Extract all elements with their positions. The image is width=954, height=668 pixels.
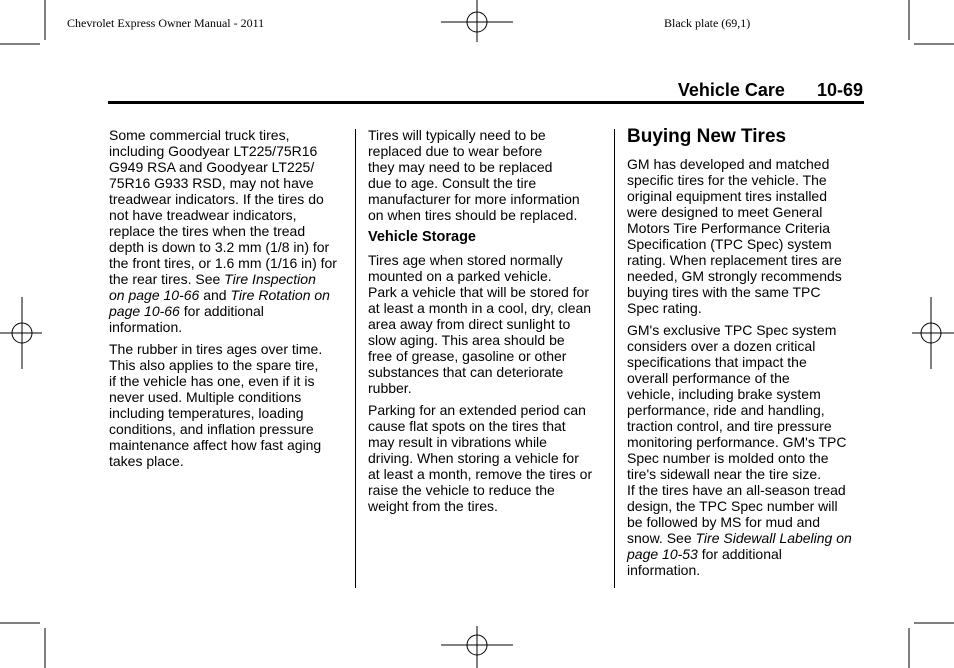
text-line: including Goodyear LT225/75R16: [109, 143, 318, 159]
text-line: GM's exclusive TPC Spec system: [627, 322, 837, 338]
cross-reference-link[interactable]: Tire Sidewall Labeling on: [695, 530, 852, 546]
paragraph: [109, 341, 349, 469]
text-line: buying tires with the same TPC: [627, 284, 821, 300]
text-line: if the vehicle has one, even if it is: [109, 373, 315, 389]
paragraph: [368, 252, 610, 396]
text-line: at least a month in a cool, dry, clean: [368, 300, 592, 316]
paragraph: [368, 402, 610, 514]
text-line: GM has developed and matched: [627, 156, 830, 172]
text-line: at least a month, remove the tires or: [368, 466, 593, 482]
text-line: never used. Multiple conditions: [109, 389, 302, 405]
registration-mark-left: [0, 297, 42, 369]
text-run: for additional: [697, 546, 782, 562]
text-line: driving. When storing a vehicle for: [368, 450, 579, 466]
text-line: vehicle, including brake system: [627, 386, 821, 402]
text-line: needed, GM strongly recommends: [627, 268, 842, 284]
column-1: [109, 127, 349, 469]
text-line: This also applies to the spare tire,: [109, 357, 319, 373]
text-line: replace the tires when the tread: [109, 223, 306, 239]
registration-mark-right: [912, 297, 954, 369]
column-2: [368, 127, 610, 514]
text-line: design, the TPC Spec number will: [627, 498, 838, 514]
text-line: specifications that impact the: [627, 354, 807, 370]
text-line: specific tires for the vehicle. The: [627, 172, 827, 188]
text-line: The rubber in tires ages over time.: [109, 341, 323, 357]
text-line: Specification (TPC Spec) system: [627, 236, 832, 252]
text-line: [109, 287, 349, 303]
text-line: cause flat spots on the tires that: [368, 418, 566, 434]
header-plate-info: Black plate (69,1): [664, 16, 751, 30]
paragraph: [627, 322, 867, 578]
text-line: were designed to meet General: [627, 204, 823, 220]
text-line: be followed by MS for mud and: [627, 514, 820, 530]
text-line: takes place.: [109, 453, 184, 469]
cross-reference-link[interactable]: page 10-53: [627, 546, 698, 562]
text-line: Tires age when stored normally: [368, 252, 563, 268]
cross-reference-link[interactable]: Tire Rotation on: [230, 287, 330, 303]
subheading-vehicle-storage: Vehicle Storage: [368, 229, 476, 245]
text-line: information.: [627, 562, 701, 578]
text-line: the front tires, or 1.6 mm (1/16 in) for: [109, 255, 337, 271]
text-line: they may need to be replaced: [368, 159, 553, 175]
text-line: performance, ride and handling,: [627, 402, 825, 418]
text-line: raise the vehicle to reduce the: [368, 482, 555, 498]
text-line: not have treadwear indicators,: [109, 207, 297, 223]
text-line: area away from direct sunlight to: [368, 316, 571, 332]
heading-buying-new-tires: Buying New Tires: [627, 126, 787, 147]
text-line: maintenance affect how fast aging: [109, 437, 322, 453]
text-line: If the tires have an all-season tread: [627, 482, 846, 498]
text-line: [627, 546, 867, 562]
text-run: the rear tires. See: [109, 271, 225, 287]
registration-mark-bottom: [441, 626, 513, 668]
registration-mark-top: [441, 0, 513, 42]
text-line: Spec number is molded onto the: [627, 450, 829, 466]
section-name: Vehicle Care: [677, 80, 785, 100]
column-3: [627, 126, 867, 578]
text-line: weight from the tires.: [368, 498, 498, 514]
text-line: Some commercial truck tires,: [109, 127, 290, 143]
text-line: [109, 271, 349, 287]
text-line: replaced due to wear before: [368, 143, 543, 159]
text-line: slow aging. This area should be: [368, 332, 565, 348]
text-line: G949 RSA and Goodyear LT225/: [109, 159, 315, 175]
text-line: on when tires should be replaced.: [368, 207, 578, 223]
text-line: manufacturer for more information: [368, 191, 580, 207]
text-line: Spec rating.: [627, 300, 702, 316]
text-line: Park a vehicle that will be stored for: [368, 284, 589, 300]
text-line: Parking for an extended period can: [368, 402, 586, 418]
page-number: 10-69: [816, 80, 863, 100]
paragraph: [368, 127, 610, 223]
header-manual-title: Chevrolet Express Owner Manual - 2011: [67, 16, 265, 30]
text-line: overall performance of the: [627, 370, 790, 386]
text-line: Tires will typically need to be: [368, 127, 546, 143]
cross-reference-link[interactable]: Tire Inspection: [224, 271, 316, 287]
text-run: for additional: [179, 303, 264, 319]
column-divider-1: [355, 129, 356, 588]
text-line: free of grease, gasoline or other: [368, 348, 567, 364]
section-header: [678, 80, 863, 101]
text-line: depth is down to 3.2 mm (1/8 in) for: [109, 239, 330, 255]
text-line: rating. When replacement tires are: [627, 252, 842, 268]
cross-reference-link[interactable]: on page 10-66: [109, 287, 200, 303]
paragraph: [627, 156, 867, 316]
text-line: substances that can deteriorate: [368, 364, 564, 380]
text-line: tire's sidewall near the tire size.: [627, 466, 822, 482]
text-line: conditions, and inflation pressure: [109, 421, 314, 437]
text-line: considers over a dozen critical: [627, 338, 816, 354]
text-line: monitoring performance. GM's TPC: [627, 434, 847, 450]
text-line: treadwear indicators. If the tires do: [109, 191, 324, 207]
text-line: due to age. Consult the tire: [368, 175, 537, 191]
paragraph: [109, 127, 349, 335]
text-line: original equipment tires installed: [627, 188, 827, 204]
text-line: [627, 530, 867, 546]
text-line: [109, 303, 349, 319]
header-rule: [108, 101, 864, 104]
column-divider-2: [614, 129, 615, 588]
text-line: rubber.: [368, 380, 412, 396]
text-line: traction control, and tire pressure: [627, 418, 832, 434]
text-line: 75R16 G933 RSD, may not have: [109, 175, 314, 191]
text-line: including temperatures, loading: [109, 405, 304, 421]
text-run: and: [199, 287, 231, 303]
text-run: snow. See: [627, 530, 696, 546]
cross-reference-link[interactable]: page 10-66: [109, 303, 180, 319]
text-line: information.: [109, 319, 183, 335]
text-line: mounted on a parked vehicle.: [368, 268, 552, 284]
text-line: may result in vibrations while: [368, 434, 547, 450]
text-line: Motors Tire Performance Criteria: [627, 220, 831, 236]
